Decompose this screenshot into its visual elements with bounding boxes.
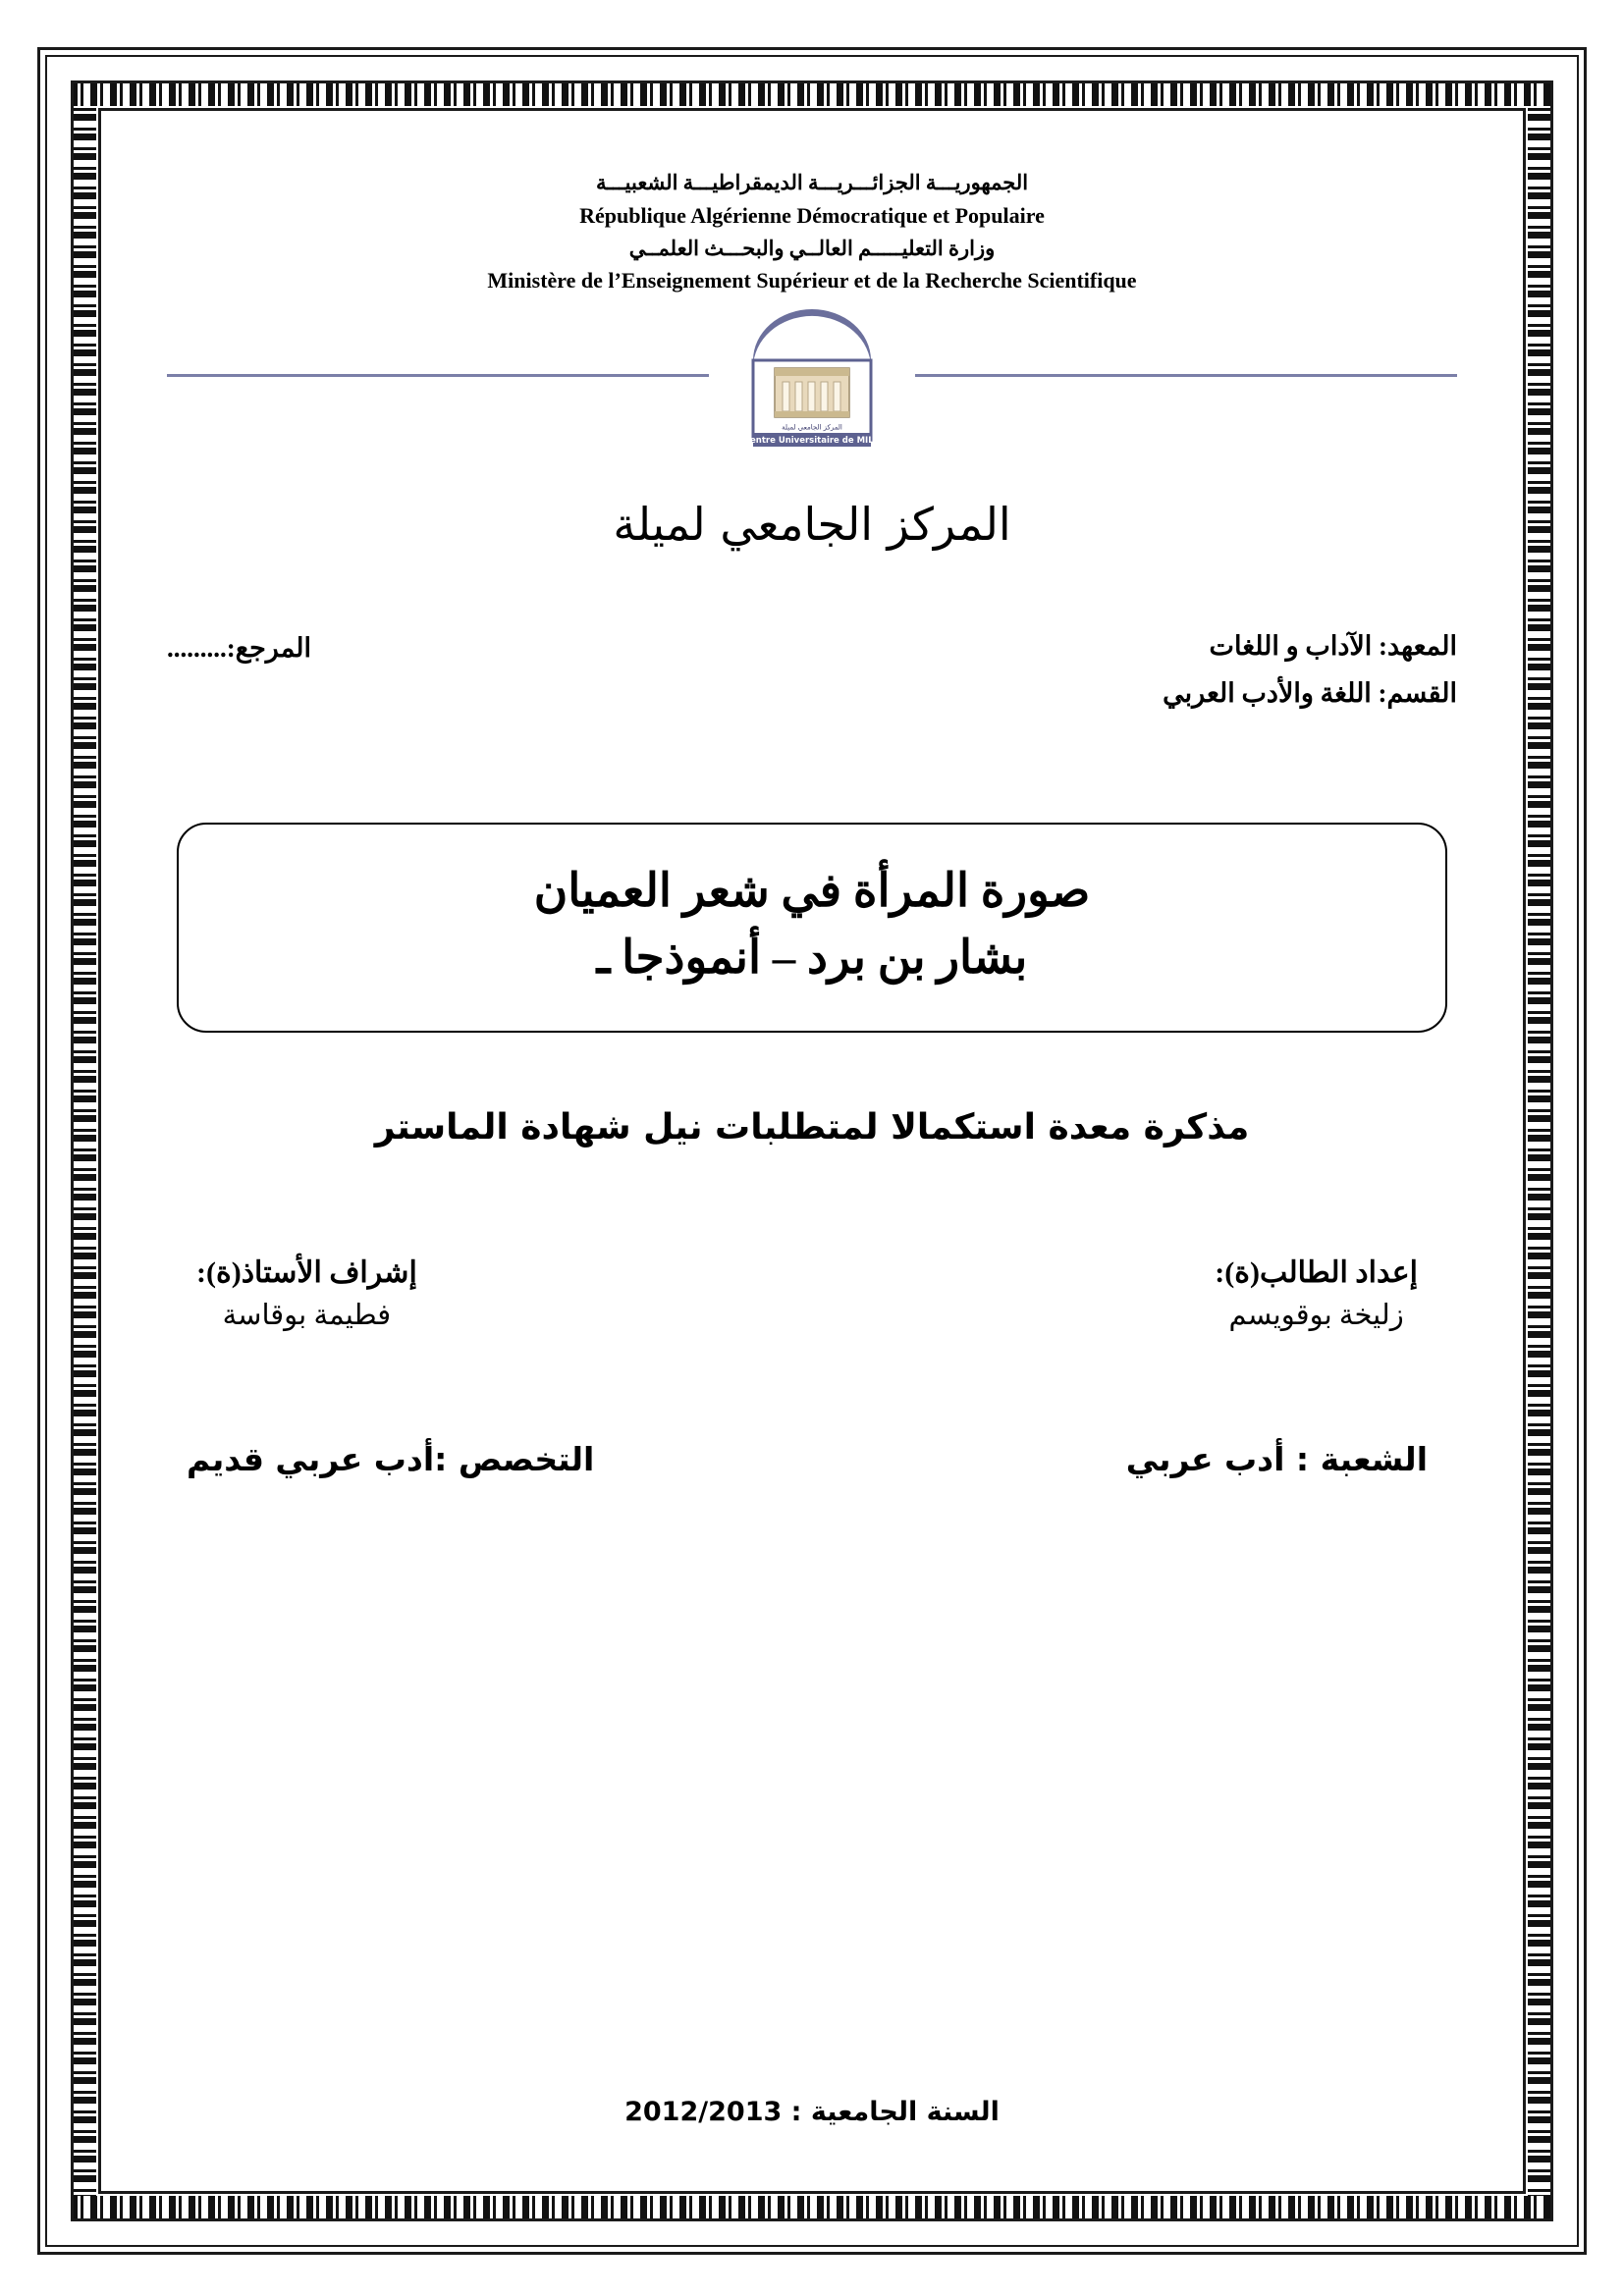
thesis-title-box [177,823,1447,1033]
academic-year [108,2097,1516,2127]
supervisor-block [167,1255,417,1332]
reference-block [167,623,311,671]
university-name: المركز الجامعي لميلة [613,498,1011,552]
logo-row [167,303,1457,447]
department-label: القسم: اللغة والأدب العربي [1163,677,1457,708]
student-name: زليخة بوقويسم [1228,1300,1404,1332]
divider-right [915,374,1457,377]
ministry-title-fr: Ministère de l’Enseignement Supérieur et de la Recherche Scientifique [487,268,1137,294]
university-logo-icon [714,303,910,460]
thesis-title-line-1: صورة المرأة في شعر العميان [533,865,1091,917]
republic-title-fr: République Algérienne Démocratique et Populaire [579,202,1045,228]
thesis-subtitle: مذكرة معدة استكمالا لمتطلبات نيل شهادة الماستر [374,1107,1250,1148]
cover-content [108,118,1516,2184]
thesis-title-line-2: بشار بن برد – أنموذجا ـ [596,932,1028,984]
institute-block [1163,623,1457,717]
svg-text:المركز الجامعي لميلة: المركز الجامعي لميلة [782,423,842,432]
speciality-label: التخصص :أدب عربي قديم [187,1440,595,1479]
supervisor-label: إشراف الأستاذ(ة): [196,1256,417,1290]
student-label: إعداد الطالب(ة): [1215,1256,1418,1290]
branch-label: الشعبة : أدب عربي [1125,1440,1428,1479]
ministry-header [167,167,1457,297]
academic-year-label: السنة الجامعية : [782,2097,1000,2127]
program-row [167,1440,1457,1478]
ministry-title-ar: وزارة التعليـــــم العالــي والبحـــث العلمــي [628,236,996,260]
student-block [1215,1255,1457,1332]
republic-title-ar: الجمهوريـــة الجزائـــريـــة الديمقراطيـــة الشعبيـــة [595,171,1029,194]
svg-text:Centre Universitaire de MILA: Centre Universitaire de MILA [743,436,881,447]
supervisor-name: فطيمة بوقاسة [222,1300,392,1332]
divider-left [167,374,709,377]
institute-reference-row [167,623,1457,717]
academic-year-value: 2012/2013 [624,2097,783,2127]
institute-label: المعهد: الآداب و اللغات [1209,631,1457,662]
reference-label: المرجع:......... [167,633,312,664]
people-row [167,1255,1457,1332]
